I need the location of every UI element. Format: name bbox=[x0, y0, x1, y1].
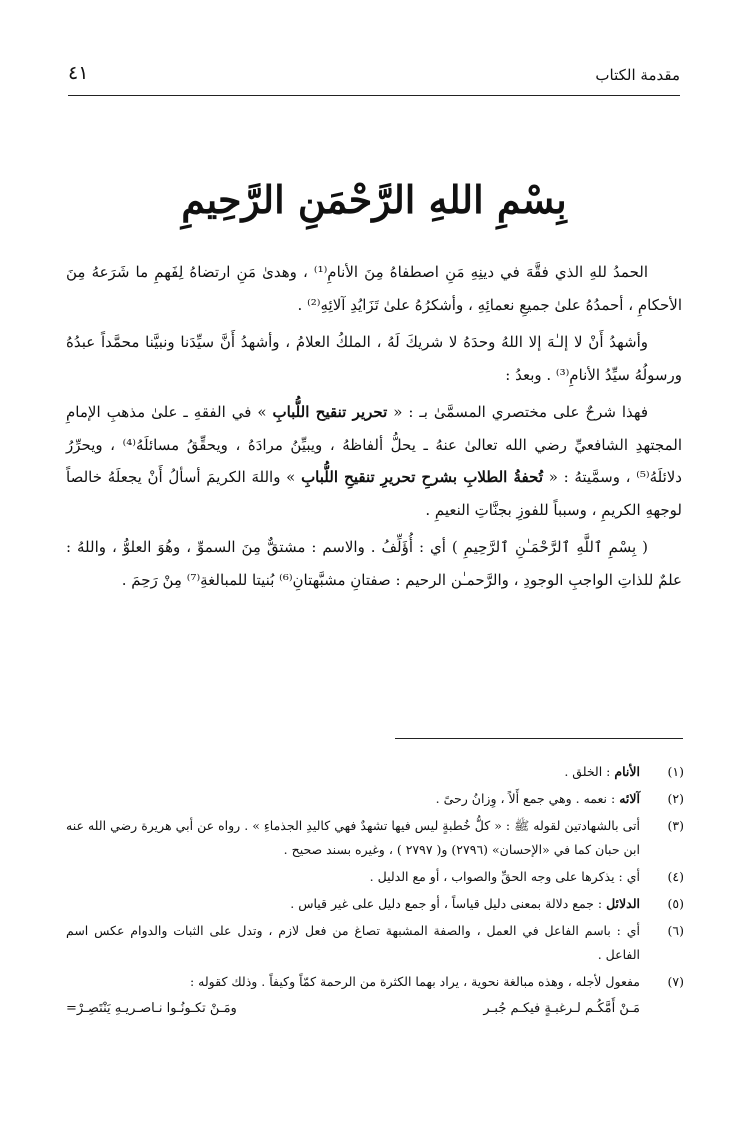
footnote bbox=[66, 787, 684, 811]
page-number: ٤١ bbox=[68, 62, 89, 84]
paragraph-3-part-c: » واللهَ الكريمَ أسألُ أَنْ يجعلَهُ خالصاً لوجههِ الكريمِ ، وسبباً للفوزِ بجنَّاتِ النعيمِ . bbox=[66, 468, 682, 519]
footnote-text: أي : يذكرها على وجه الحقِّ والصواب ، أو مع الدليل . bbox=[369, 869, 640, 884]
paragraph-3 bbox=[66, 396, 682, 526]
footnote-text: مفعول لأجله ، وهذه مبالغة نحوية ، يراد بهما الكثرة من الرحمة كمّاً وكيفاً . وذلك كقوله : bbox=[189, 974, 640, 989]
footnote-term: الأنام bbox=[614, 764, 640, 779]
verse-first-hemistich: مَـنْ أَمَّكُـم لـرغبـةٍ فيكـم جُبـر bbox=[483, 1001, 640, 1016]
footnote-number: (٣) bbox=[667, 818, 684, 833]
poetry-verse bbox=[66, 997, 684, 1021]
basmala-calligraphy: بِسْمِ اللهِ الرَّحْمَنِ الرَّحِيمِ bbox=[181, 177, 567, 222]
footnote-number: (٢) bbox=[667, 791, 684, 806]
footnote bbox=[66, 814, 684, 862]
footnote bbox=[66, 970, 684, 994]
paragraph-3-part-b: » في الفقهِ ـ علىٰ مذهبِ الإمامِ المجتهدِ الشافعيِّ رضي الله تعالىٰ عنهُ ـ يحلُّ ألفاظهُ ، ويبيِّنُ مرادَهُ ، ويحقِّقُ مسائلَهُ⁽⁴⁾ ، ويحرِّرُ دلائلَهُ⁽⁵⁾ ، وسمَّيتهُ : « bbox=[66, 403, 682, 486]
footnote bbox=[66, 760, 684, 784]
book-title-1: تحرير تنقيح اللُّبابِ bbox=[272, 403, 388, 421]
footnote-text: : نعمه . وهي جمع أَلاً ، وِزانُ رحىً . bbox=[435, 791, 620, 806]
paragraph-4: ( بِسْمِ ٱللَّهِ ٱلرَّحْمَـٰنِ ٱلرَّحِيمِ ) أي : أُؤَلِّفُ . والاسم : مشتقٌّ مِنَ السموِّ ، وهُوَ العلوُّ ، واللهُ : علمٌ للذاتِ الواجبِ الوجودِ ، والرَّحمـٰن الرحيم : صفتانِ مشبَّهتانِ⁽⁶⁾ بُنيتا للمبالغةِ⁽⁷⁾ مِنْ رَحِمَ . bbox=[66, 538, 682, 589]
paragraph-2: وأشهدُ أَنْ لا إلـٰهَ إلا اللهُ وحدَهُ لا شريكَ لَهُ ، الملكُ العلامُ ، وأشهدُ أَنَّ سيِّدَنا ونبيَّنا محمَّداً عبدُهُ ورسولُهُ سيِّدُ الأنامِ⁽³⁾ . وبعدُ : bbox=[66, 333, 682, 384]
footnotes bbox=[66, 760, 684, 1021]
footnote-number: (١) bbox=[667, 764, 684, 779]
paragraph-1: الحمدُ للهِ الذي فقَّهَ في دينِهِ مَنِ اصطفاهُ مِنَ الأنامِ⁽¹⁾ ، وهدىٰ مَنِ ارتضاهُ لِفَهمِ ما شَرَعهُ مِنَ الأحكامِ ، أحمدُهُ علىٰ جميعِ نعمائِهِ ، وأشكرُهُ علىٰ تَزَايُدِ آلائِهِ⁽²⁾ . bbox=[66, 263, 682, 314]
main-text bbox=[66, 256, 682, 601]
footnote-text: : الخلق . bbox=[564, 764, 615, 779]
footnote-divider bbox=[395, 738, 683, 739]
footnote-text: أتى بالشهادتين لقوله ﷺ : « كلُّ خُطبةٍ ليس فيها تشهدٌ فهي كاليدِ الجذماءِ » . رواه عن أبي هريرة رضي الله عنه ابن حبان كما في «الإحسان» (٢٧٩٦) و( ٢٧٩٧ ) ، وغيره بسند صحيح . bbox=[66, 818, 640, 857]
paragraph-3-part-a: فهذا شرحٌ على مختصري المسمَّىٰ بـ : « bbox=[387, 403, 649, 421]
page-header bbox=[68, 62, 680, 92]
footnote-number: (٦) bbox=[667, 923, 684, 938]
footnote-text: أي : باسم الفاعل في العمل ، والصفة المشبهة تصاغ من فعل لازم ، وتدل على الثبات والدوام عكس اسم الفاعل . bbox=[66, 923, 640, 962]
footnote bbox=[66, 892, 684, 916]
footnote-number: (٥) bbox=[667, 896, 684, 911]
footnote-term: آلائه bbox=[619, 791, 640, 806]
footnote-text: : جمع دلالة بمعنى دليل قياساً ، أو جمع دليل على غير قياس . bbox=[290, 896, 607, 911]
footnote-number: (٧) bbox=[667, 974, 684, 989]
verse-second-hemistich: ومَـنْ تكـونُـوا نـاصـريـهِ يَنْتَصِـرْ= bbox=[66, 1001, 237, 1016]
header-divider bbox=[68, 95, 680, 96]
book-title-2: تُحفةُ الطلابِ بشرحِ تحريرِ تنقيحِ اللُّبابِ bbox=[301, 468, 543, 486]
chapter-title: مقدمة الكتاب bbox=[595, 66, 680, 84]
footnote-term: الدلائل bbox=[606, 896, 640, 911]
footnote-number: (٤) bbox=[667, 869, 684, 884]
footnote bbox=[66, 865, 684, 889]
footnote bbox=[66, 919, 684, 967]
